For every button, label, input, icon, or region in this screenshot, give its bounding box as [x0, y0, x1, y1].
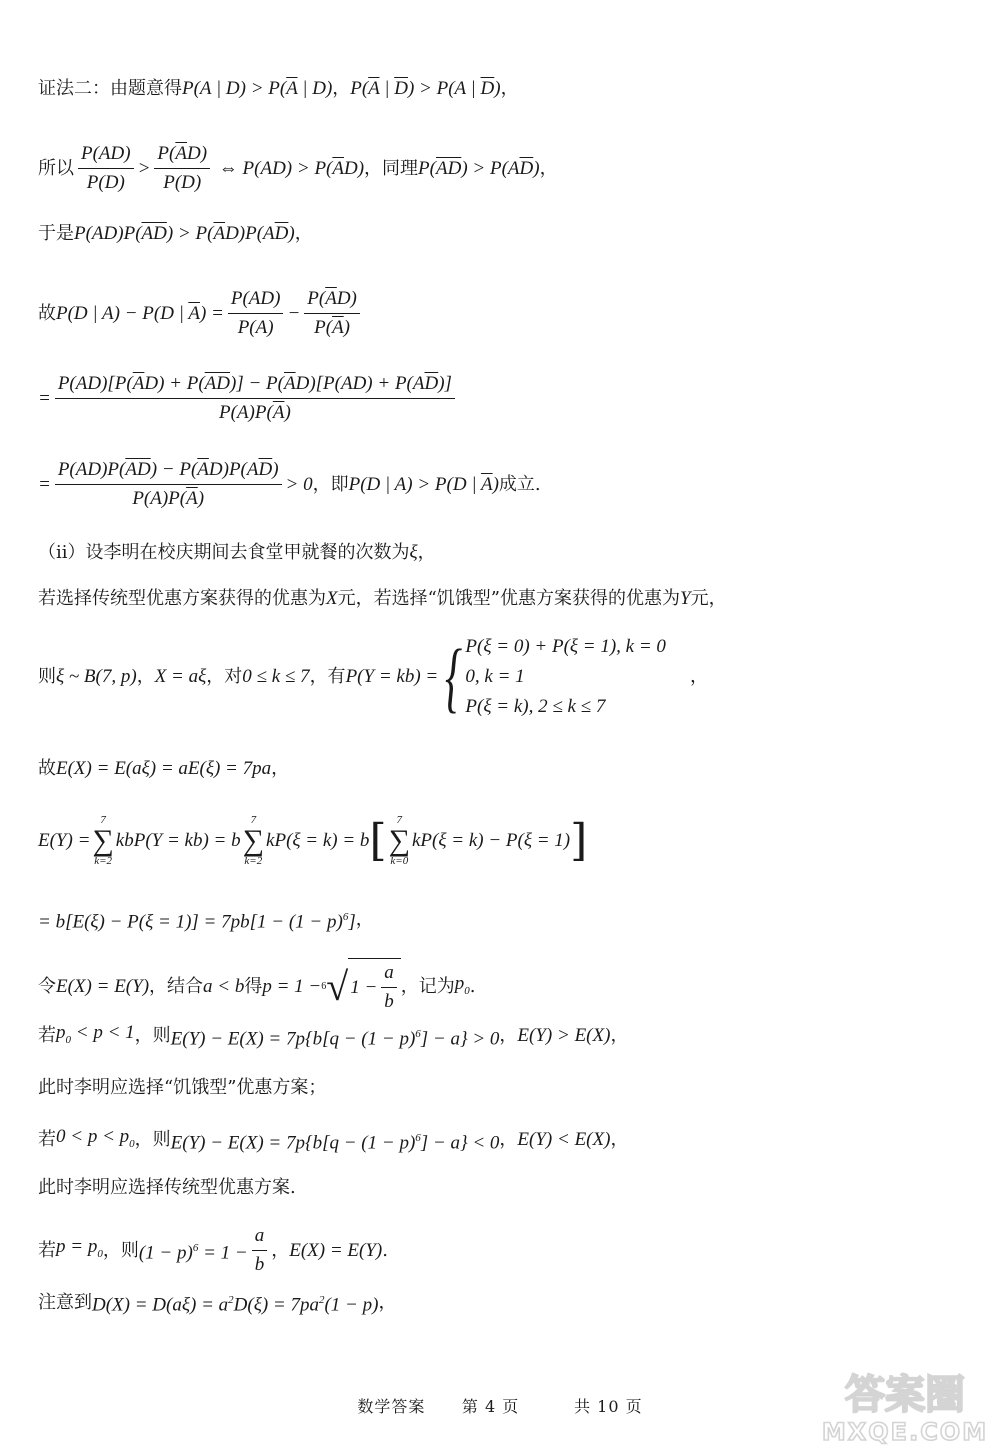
- fraction: $\frac{a}{b}$: [252, 1222, 268, 1279]
- text: ，: [500, 78, 519, 99]
- text: ，: [378, 1291, 397, 1313]
- text: ，: [539, 157, 558, 179]
- text: ，有: [309, 666, 346, 687]
- text: 所以: [38, 157, 74, 179]
- math-expr: $P(\overline{A}$ | $\overline{D}) > P(A$ | $\overline{D}$): [350, 78, 501, 99]
- text: （ii）设李明在校庆期间去食堂甲就餐的次数为: [38, 542, 410, 563]
- fraction: $\frac{P(\overline{A}D)}{P(D)}$: [154, 140, 210, 197]
- math-expr: $P(\overline{AD}) > P(A\overline{D})$: [418, 157, 540, 179]
- proof-line-12: E(Y) = 7 ∑ k=2 kbP(Y = kb) = b 7 ∑ k=2 kP(ξ = k) = b [ 7 ∑ k=0 kP(ξ = k) − P(ξ = 1) ]: [38, 814, 588, 867]
- text: ，记为: [400, 976, 455, 997]
- text: 则: [38, 666, 56, 687]
- proof-line-6: = $\frac{P(AD)P(\overline{AD}) - P(\overline{A}D)P(A\overline{D})}{P(A)P(\overline{A})}$ > 0 ，即 P(D | A) > P(D | $\overline{A}$) 成立.: [38, 456, 541, 513]
- text: ，则: [134, 1129, 171, 1151]
- proof-line-9: 若选择传统型优惠方案获得的优惠为 X 元，若选择“饥饿型”优惠方案获得的优惠为 Y 元，: [38, 586, 727, 612]
- text: 注意到: [38, 1291, 92, 1313]
- proof-line-10: 则 ξ ~ B(7, p) ， X = aξ ，对 0 ≤ k ≤ 7 ，有 P(Y = kb) = { P(ξ = 0) + P(ξ = 1), k = 0 0, k = 1 P(ξ = k), 2 ≤ k ≤ 7 ，: [38, 633, 708, 720]
- text: ，: [610, 1025, 629, 1047]
- proof-line-20: 注意到 $D(X) = D(a\xi) = a^2D(\xi) = 7pa^2(1 - p)$ ，: [38, 1291, 397, 1316]
- proof-line-19: 若 $p = p_0$ ，则 $(1 - p)^6 = 1$ − $\frac{a}{b}$ ， E(X) = E(Y) .: [38, 1222, 388, 1279]
- text: 若: [38, 1239, 56, 1261]
- text: 得: [244, 976, 263, 997]
- proof-line-5: = $\frac{P(AD)[P(\overline{A}D) + P(\overline{AD})] - P(\overline{A}D)[P(AD) + P(A\overline{D})]}{P(A)P(\overline{A})}$: [38, 370, 459, 427]
- text: .: [382, 1239, 388, 1261]
- math-expr: $P(AD)P(\overline{AD}) > P(\overline{A}D)P(A\overline{D})$: [74, 223, 295, 244]
- watermark-logo: [820, 1364, 990, 1446]
- text: 此时李明应选择传统型优惠方案.: [38, 1177, 296, 1198]
- fraction: $\frac{P(AD)}{P(D)}$: [78, 140, 134, 197]
- text: 故: [38, 302, 56, 324]
- proof-line-15: 若 $p_0 < p < 1$ ，则 $E(Y) - E(X) = 7p\{b[q - (1 - p)^6] - a\} > 0$ ， E(Y) > E(X) ，: [38, 1022, 629, 1050]
- text: ，: [136, 666, 155, 687]
- math-expr: $P(AD) > P(\overline{A}D)$: [242, 157, 365, 179]
- text: 成立.: [498, 473, 541, 495]
- proof-line-3: [38, 221, 313, 247]
- text: 元，若选择“饥饿型”优惠方案获得的优惠为: [337, 588, 681, 609]
- text: 元，: [690, 588, 727, 609]
- math-expr: P(D | A) − P(D | $\overline{A}$) =: [56, 302, 224, 324]
- text: ，: [499, 1129, 518, 1151]
- proof-line-1: [38, 76, 519, 102]
- text: ，: [689, 666, 708, 687]
- fraction: $\frac{P(AD)P(\overline{AD}) - P(\overline{A}D)P(A\overline{D})}{P(A)P(\overline{A})}$: [55, 456, 282, 513]
- text: ，结合: [149, 976, 204, 997]
- proof-line-14: 令 E(X) = E(Y) ，结合 a < b 得 p = 1 − 6 √ 1 − $\frac{a}{b}$ ，记为 $p_0$ .: [38, 958, 476, 1016]
- text: ，则: [134, 1025, 171, 1047]
- footer-page: 第 4 页: [461, 1397, 520, 1416]
- proof-line-18: [38, 1175, 296, 1201]
- text: 故: [38, 758, 56, 779]
- math-expr: P(A | $D) > P(\overline{A}$ | D): [182, 78, 333, 99]
- text: ，: [610, 1129, 629, 1151]
- sixth-root: 6 √ 1 − $\frac{a}{b}$: [321, 958, 401, 1016]
- footer-total: 共 10 页: [574, 1397, 643, 1416]
- text: ，对: [206, 666, 243, 687]
- piecewise: { P(ξ = 0) + P(ξ = 1), k = 0 0, k = 1 P(ξ = k), 2 ≤ k ≤ 7: [445, 633, 666, 720]
- text: 若: [38, 1129, 56, 1151]
- footer-subject: 数学答案: [357, 1397, 426, 1416]
- proof-line-8: （ii）设李明在校庆期间去食堂甲就餐的次数为 ξ ，: [38, 540, 436, 566]
- proof-line-13: = $b[E(\xi) - P(\xi = 1)] = 7pb[1 - (1 - p)^6]$ ，: [38, 908, 374, 933]
- text: ，则: [102, 1239, 139, 1261]
- text: ，: [271, 1239, 290, 1261]
- proof-line-2: 所以 $\frac{P(AD)}{P(D)}$ > $\frac{P(\overline{A}D)}{P(D)}$ ⇔ $P(AD) > P(\overline{A}D)$ ，同理 $P(\overline{AD}) > P(A\overline{D})$ ，: [38, 140, 558, 197]
- proof-line-17: 若 $0 < p < p_0$ ，则 $E(Y) - E(X) = 7p\{b[q - (1 - p)^6] - a\} < 0$ ， E(Y) < E(X) ，: [38, 1126, 629, 1154]
- text: ，: [332, 78, 351, 99]
- text: ，同理: [364, 157, 419, 179]
- text: ，即: [312, 473, 349, 495]
- fraction: $\frac{P(\overline{A}D)}{P(\overline{A})}$: [304, 285, 360, 342]
- text: 若选择传统型优惠方案获得的优惠为: [38, 588, 326, 609]
- proof-line-16: [38, 1075, 326, 1101]
- text: ，: [355, 908, 374, 930]
- proof-line-4: 故 P(D | A) − P(D | $\overline{A}$) = $\frac{P(AD)}{P(A)}$ − $\frac{P(\overline{A}D)}{P(\overline{A})}$: [38, 285, 364, 342]
- svg-text:答案圈: 答案圈: [845, 1372, 965, 1418]
- fraction: $\frac{P(AD)}{P(A)}$: [228, 285, 284, 342]
- text: ，: [499, 1025, 518, 1047]
- svg-text:MXQE.COM: MXQE.COM: [821, 1418, 989, 1446]
- fraction: $\frac{P(AD)[P(\overline{A}D) + P(\overline{AD})] - P(\overline{A}D)[P(AD) + P(A\overline{D})]}{P(A)P(\overline{A})}$: [55, 370, 455, 427]
- text: .: [469, 976, 476, 997]
- text: ，: [294, 223, 313, 244]
- text: 令: [38, 976, 56, 997]
- math-expr: P(D | A) > P(D | $\overline{A}$): [348, 473, 499, 495]
- text: 证法二：由题意得: [38, 78, 182, 99]
- text: 于是: [38, 223, 74, 244]
- proof-line-11: 故 E(X) = E(aξ) = aE(ξ) = 7pa ，: [38, 756, 289, 782]
- text: 此时李明应选择“饥饿型”优惠方案；: [38, 1077, 327, 1098]
- text: 若: [38, 1025, 56, 1047]
- text: ，: [271, 758, 290, 779]
